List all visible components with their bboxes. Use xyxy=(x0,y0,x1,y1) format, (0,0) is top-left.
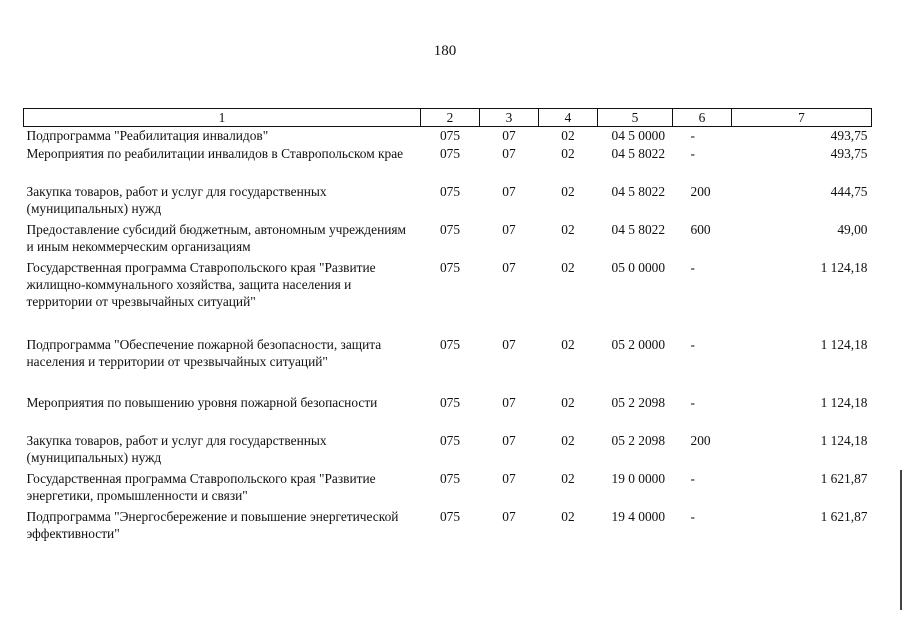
row-name: Закупка товаров, работ и услуг для государственных (муниципальных) нужд xyxy=(26,183,327,216)
row-cell: 02 xyxy=(561,183,575,199)
row-cell: 07 xyxy=(502,470,516,486)
row-amount: 1 124,18 xyxy=(820,394,868,410)
row-name: Государственная программа Ставропольского края "Развитие энергетики, промышленности и связи" xyxy=(26,470,376,503)
row-cell: 075 xyxy=(439,470,461,486)
row-cell: 02 xyxy=(561,336,575,352)
row-cell: 200 xyxy=(690,432,711,448)
row-amount: 1 621,87 xyxy=(820,508,868,524)
row-cell: 075 xyxy=(439,259,461,275)
row-cell: 600 xyxy=(690,221,711,237)
row-cell: 05 2 2098 xyxy=(611,394,666,410)
row-cell: 07 xyxy=(502,432,516,448)
row-name: Подпрограмма "Обеспечение пожарной безопасности, защита населения и территории от чрезвычайных ситуаций" xyxy=(26,336,382,369)
row-name: Закупка товаров, работ и услуг для государственных (муниципальных) нужд xyxy=(26,432,327,465)
column-header: 3 xyxy=(480,109,539,127)
column-header: 5 xyxy=(598,109,673,127)
row-amount: 1 124,18 xyxy=(820,336,868,352)
row-cell: 07 xyxy=(502,128,516,143)
column-header: 6 xyxy=(673,109,732,127)
table-header-row xyxy=(24,109,872,127)
row-amount: 1 621,87 xyxy=(820,470,868,486)
row-cell: 075 xyxy=(439,145,461,161)
row-cell: 07 xyxy=(502,394,516,410)
row-cell: 02 xyxy=(561,221,575,237)
row-cell: 05 2 2098 xyxy=(611,432,666,448)
column-header: 2 xyxy=(421,109,480,127)
row-cell: - xyxy=(690,128,695,143)
row-name: Подпрограмма "Реабилитация инвалидов" xyxy=(26,128,269,143)
table-row xyxy=(24,470,872,508)
row-cell: 200 xyxy=(690,183,711,199)
page-number: 180 xyxy=(433,43,457,59)
row-name: Государственная программа Ставропольского края "Развитие жилищно-коммунального хозяйства, защита населения и территории от чрезвычайных ситуаций" xyxy=(26,259,376,309)
column-header: 1 xyxy=(24,109,421,127)
row-cell: 07 xyxy=(502,259,516,275)
row-cell: 07 xyxy=(502,183,516,199)
row-cell: 075 xyxy=(439,336,461,352)
row-amount: 493,75 xyxy=(830,145,868,161)
row-cell: 19 4 0000 xyxy=(611,508,666,524)
table-row xyxy=(24,336,872,394)
row-cell: 075 xyxy=(439,432,461,448)
row-cell: - xyxy=(690,259,695,275)
row-cell: 19 0 0000 xyxy=(611,470,666,486)
row-cell: 04 5 8022 xyxy=(611,145,666,161)
row-amount: 1 124,18 xyxy=(820,432,868,448)
row-cell: 04 5 0000 xyxy=(611,128,666,143)
row-cell: 075 xyxy=(439,183,461,199)
row-amount: 493,75 xyxy=(830,128,868,143)
table-row xyxy=(24,145,872,183)
row-cell: 02 xyxy=(561,145,575,161)
row-cell: - xyxy=(690,336,695,352)
row-cell: 04 5 8022 xyxy=(611,221,666,237)
row-cell: - xyxy=(690,145,695,161)
table-row xyxy=(24,508,872,546)
row-cell: 075 xyxy=(439,221,461,237)
row-cell: 07 xyxy=(502,145,516,161)
table-row xyxy=(24,259,872,336)
table-row xyxy=(24,394,872,432)
row-cell: 02 xyxy=(561,470,575,486)
table-row xyxy=(24,127,872,145)
row-cell: - xyxy=(690,470,695,486)
row-cell: 02 xyxy=(561,508,575,524)
row-name: Подпрограмма "Энергосбережение и повышение энергетической эффективности" xyxy=(26,508,399,541)
row-cell: 07 xyxy=(502,336,516,352)
row-name: Предоставление субсидий бюджетным, автономным учреждениям и иным некоммерческим организациям xyxy=(26,221,407,254)
row-cell: 04 5 8022 xyxy=(611,183,666,199)
row-cell: 07 xyxy=(502,221,516,237)
row-cell: 02 xyxy=(561,432,575,448)
row-cell: 075 xyxy=(439,394,461,410)
row-amount: 49,00 xyxy=(837,221,868,237)
row-cell: 02 xyxy=(561,394,575,410)
column-header: 7 xyxy=(732,109,872,127)
row-cell: 02 xyxy=(561,259,575,275)
budget-table xyxy=(23,108,872,546)
row-amount: 1 124,18 xyxy=(820,259,868,275)
table-row xyxy=(24,221,872,259)
row-cell: 075 xyxy=(439,508,461,524)
scan-edge-line xyxy=(900,470,902,610)
row-cell: 07 xyxy=(502,508,516,524)
row-name: Мероприятия по реабилитации инвалидов в Ставропольском крае xyxy=(26,145,404,161)
row-cell: 075 xyxy=(439,128,461,143)
table-row xyxy=(24,183,872,221)
row-amount: 444,75 xyxy=(830,183,868,199)
row-cell: - xyxy=(690,508,695,524)
row-cell: 05 2 0000 xyxy=(611,336,666,352)
row-cell: 02 xyxy=(561,128,575,143)
row-cell: 05 0 0000 xyxy=(611,259,666,275)
column-header: 4 xyxy=(539,109,598,127)
row-cell: - xyxy=(690,394,695,410)
row-name: Мероприятия по повышению уровня пожарной безопасности xyxy=(26,394,378,410)
table-row xyxy=(24,432,872,470)
